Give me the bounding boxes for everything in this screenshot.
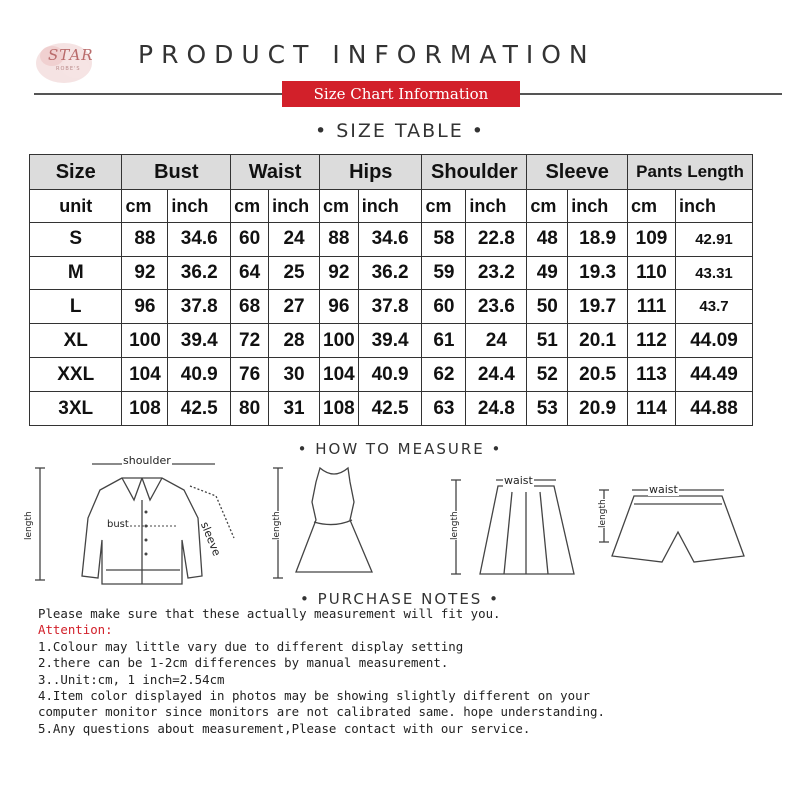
value-cell: 25 [269, 256, 320, 290]
value-cell: 113 [628, 358, 676, 392]
value-cell: 28 [269, 324, 320, 358]
value-cell: 42.91 [675, 222, 752, 256]
size-cell: M [30, 256, 122, 290]
size-table-unit-row [30, 190, 753, 222]
shorts-waist-label: waist [649, 483, 678, 496]
value-cell: 30 [269, 358, 320, 392]
value-cell: 59 [422, 256, 466, 290]
note-item: 1.Colour may little vary due to different display setting [38, 638, 464, 654]
jacket-length-label: length [24, 511, 34, 540]
value-cell: 18.9 [568, 222, 628, 256]
sleeve-label: sleeve [197, 520, 224, 558]
unit-cell: cm [527, 190, 568, 222]
value-cell: 23.2 [466, 256, 527, 290]
value-cell: 27 [269, 290, 320, 324]
value-cell: 51 [527, 324, 568, 358]
value-cell: 19.7 [568, 290, 628, 324]
unit-cell: cm [422, 190, 466, 222]
unit-cell: cm [231, 190, 269, 222]
value-cell: 61 [422, 324, 466, 358]
note-item: 5.Any questions about measurement,Please contact with our service. [38, 720, 531, 736]
value-cell: 44.49 [675, 358, 752, 392]
size-table-header-row [30, 155, 753, 190]
header-cell: Bust [122, 155, 231, 190]
unit-cell: cm [122, 190, 168, 222]
value-cell: 53 [527, 392, 568, 426]
value-cell: 104 [122, 358, 168, 392]
note-item: 4.Item color displayed in photos may be showing slightly different on your [38, 688, 591, 704]
value-cell: 58 [422, 222, 466, 256]
value-cell: 40.9 [358, 358, 422, 392]
value-cell: 108 [320, 392, 359, 426]
value-cell: 24.8 [466, 392, 527, 426]
size-table-title: • SIZE TABLE • [315, 120, 485, 142]
size-cell: 3XL [30, 392, 122, 426]
value-cell: 50 [527, 290, 568, 324]
header-cell: Shoulder [422, 155, 527, 190]
dress-length-label: length [272, 511, 282, 540]
table-row [30, 222, 753, 256]
purchase-notes [38, 606, 605, 737]
value-cell: 49 [527, 256, 568, 290]
value-cell: 96 [320, 290, 359, 324]
value-cell: 100 [320, 324, 359, 358]
value-cell: 92 [320, 256, 359, 290]
value-cell: 34.6 [358, 222, 422, 256]
value-cell: 88 [122, 222, 168, 256]
value-cell: 64 [231, 256, 269, 290]
value-cell: 20.5 [568, 358, 628, 392]
value-cell: 72 [231, 324, 269, 358]
dress-diagram [268, 462, 388, 582]
value-cell: 36.2 [168, 256, 231, 290]
size-cell: XL [30, 324, 122, 358]
value-cell: 96 [122, 290, 168, 324]
value-cell: 110 [628, 256, 676, 290]
value-cell: 44.09 [675, 324, 752, 358]
header-cell: Pants Length [628, 155, 753, 190]
value-cell: 39.4 [358, 324, 422, 358]
value-cell: 52 [527, 358, 568, 392]
size-chart-banner: Size Chart Information [282, 81, 520, 107]
value-cell: 104 [320, 358, 359, 392]
how-to-measure-title: • HOW TO MEASURE • [297, 440, 503, 458]
table-row [30, 290, 753, 324]
value-cell: 36.2 [358, 256, 422, 290]
unit-cell: cm [320, 190, 359, 222]
unit-cell: inch [358, 190, 422, 222]
value-cell: 37.8 [168, 290, 231, 324]
value-cell: 24 [466, 324, 527, 358]
unit-cell: cm [628, 190, 676, 222]
value-cell: 43.31 [675, 256, 752, 290]
logo-text: STAR [48, 46, 94, 64]
value-cell: 68 [231, 290, 269, 324]
value-cell: 48 [527, 222, 568, 256]
value-cell: 23.6 [466, 290, 527, 324]
unit-cell: unit [30, 190, 122, 222]
value-cell: 42.5 [358, 392, 422, 426]
value-cell: 39.4 [168, 324, 231, 358]
value-cell: 19.3 [568, 256, 628, 290]
unit-cell: inch [568, 190, 628, 222]
size-table [29, 154, 753, 426]
value-cell: 31 [269, 392, 320, 426]
table-row [30, 358, 753, 392]
unit-cell: inch [675, 190, 752, 222]
value-cell: 20.9 [568, 392, 628, 426]
value-cell: 112 [628, 324, 676, 358]
note-item: computer monitor since monitors are not calibrated same. hope understanding. [38, 704, 605, 720]
header-cell: Hips [320, 155, 422, 190]
shoulder-label: shoulder [123, 454, 171, 467]
value-cell: 92 [122, 256, 168, 290]
unit-cell: inch [168, 190, 231, 222]
unit-cell: inch [269, 190, 320, 222]
value-cell: 22.8 [466, 222, 527, 256]
value-cell: 42.5 [168, 392, 231, 426]
size-cell: S [30, 222, 122, 256]
value-cell: 76 [231, 358, 269, 392]
table-row [30, 392, 753, 426]
value-cell: 100 [122, 324, 168, 358]
value-cell: 40.9 [168, 358, 231, 392]
skirt-length-label: length [450, 511, 460, 540]
value-cell: 44.88 [675, 392, 752, 426]
table-row [30, 256, 753, 290]
value-cell: 24 [269, 222, 320, 256]
attention-label: Attention: [38, 622, 113, 638]
skirt-waist-label: waist [504, 474, 533, 487]
notes-intro: Please make sure that these actually measurement will fit you. [38, 606, 501, 621]
header-cell: Size [30, 155, 122, 190]
bust-label: bust [107, 519, 129, 530]
note-item: 2.there can be 1-2cm differences by manual measurement. [38, 655, 449, 671]
value-cell: 20.1 [568, 324, 628, 358]
size-cell: XXL [30, 358, 122, 392]
value-cell: 114 [628, 392, 676, 426]
note-item: 3..Unit:cm, 1 inch=2.54cm [38, 671, 225, 687]
value-cell: 60 [231, 222, 269, 256]
value-cell: 34.6 [168, 222, 231, 256]
value-cell: 24.4 [466, 358, 527, 392]
header-cell: Sleeve [527, 155, 628, 190]
value-cell: 63 [422, 392, 466, 426]
value-cell: 60 [422, 290, 466, 324]
value-cell: 109 [628, 222, 676, 256]
value-cell: 80 [231, 392, 269, 426]
size-cell: L [30, 290, 122, 324]
value-cell: 37.8 [358, 290, 422, 324]
unit-cell: inch [466, 190, 527, 222]
header-cell: Waist [231, 155, 320, 190]
value-cell: 43.7 [675, 290, 752, 324]
purchase-notes-title: • PURCHASE NOTES • [300, 590, 500, 608]
value-cell: 108 [122, 392, 168, 426]
value-cell: 62 [422, 358, 466, 392]
page-title: PRODUCT INFORMATION [138, 40, 596, 69]
value-cell: 88 [320, 222, 359, 256]
value-cell: 111 [628, 290, 676, 324]
shorts-length-label: length [598, 499, 608, 528]
table-row [30, 324, 753, 358]
logo-subtext: ROBE'S [56, 66, 81, 72]
